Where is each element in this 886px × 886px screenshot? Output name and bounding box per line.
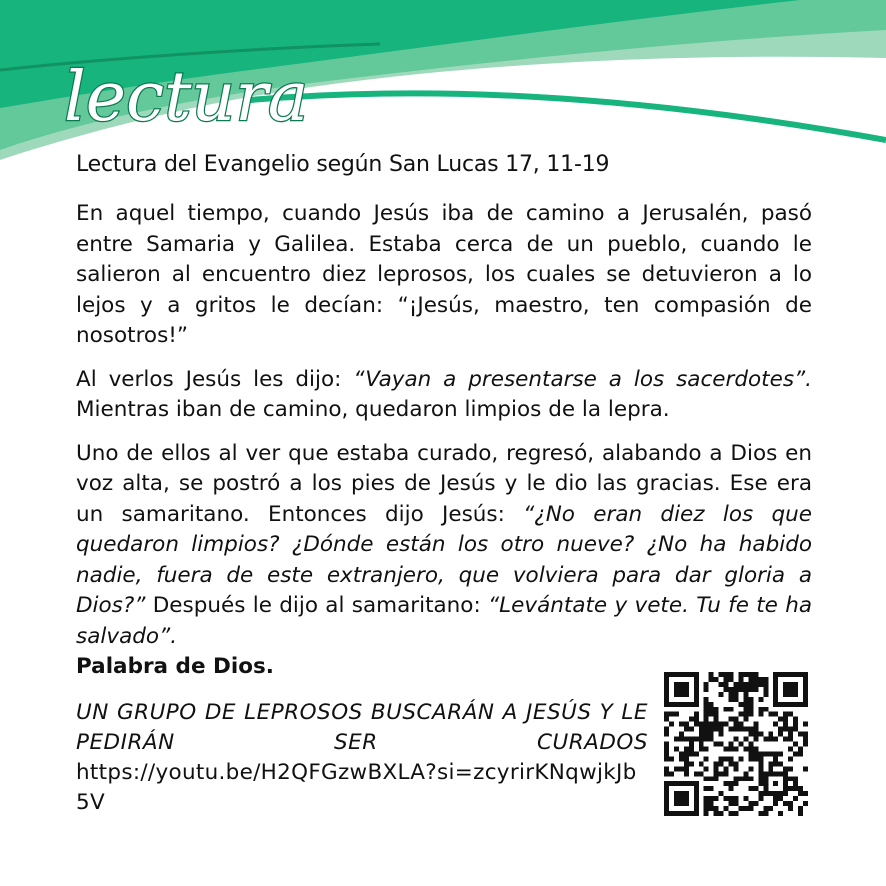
- reading-title: Lectura del Evangelio según San Lucas 17, 11-19: [76, 152, 610, 177]
- paragraph-3-quote-2: “Levántate y vete. Tu fe te ha salvado”.: [76, 593, 813, 649]
- video-promo: [76, 698, 648, 818]
- paragraph-2-tail: Mientras iban de camino, quedaron limpios de la lepra.: [76, 397, 670, 422]
- lectura-logo: lectura: [64, 58, 309, 137]
- paragraph-3: [76, 439, 812, 653]
- qr-code-icon[interactable]: [664, 672, 808, 816]
- promo-title: UN GRUPO DE LEPROSOS BUSCARÁN A JESÚS Y LE PEDIRÁN SER CURADOS: [76, 700, 648, 755]
- paragraph-3-quote-1: “¿No eran diez los que quedaron limpios? ¿Dónde están los otro nueve? ¿No ha habido nadie, fuera de este extranjero, que volviera para dar gloria a Dios?”: [76, 501, 812, 618]
- paragraph-2-lead: Al verlos Jesús les dijo:: [76, 366, 354, 392]
- paragraph-2-quote: “Vayan a presentarse a los sacerdotes”.: [353, 366, 812, 392]
- reading-body: [76, 199, 812, 696]
- closing-line: Palabra de Dios.: [76, 654, 274, 679]
- header-banner: [0, 0, 886, 170]
- header-waves: [0, 0, 886, 170]
- paragraph-1: En aquel tiempo, cuando Jesús iba de camino a Jerusalén, pasó entre Samaria y Galilea. Estaba cerca de un pueblo, cuando le salieron al encuentro diez leprosos, los cuales se detuvieron a lo lejos y a gritos le decían: “¡Jesús, maestro, ten compasión de nosotros!”: [76, 201, 812, 348]
- promo-link[interactable]: https://youtu.be/H2QFGzwBXLA?si=zcyrirKNqwjkJb5V: [76, 760, 637, 815]
- paragraph-2: [76, 365, 812, 426]
- paragraph-3-mid: Después le dijo al samaritano:: [145, 593, 489, 618]
- paragraph-3-lead: Uno de ellos al ver que estaba curado, regresó, alabando a Dios en voz alta, se postró a los pies de Jesús y le dio las gracias. Ese era un samaritano. Entonces dijo Jesús:: [76, 440, 812, 527]
- qr-code-graphic: [664, 672, 808, 816]
